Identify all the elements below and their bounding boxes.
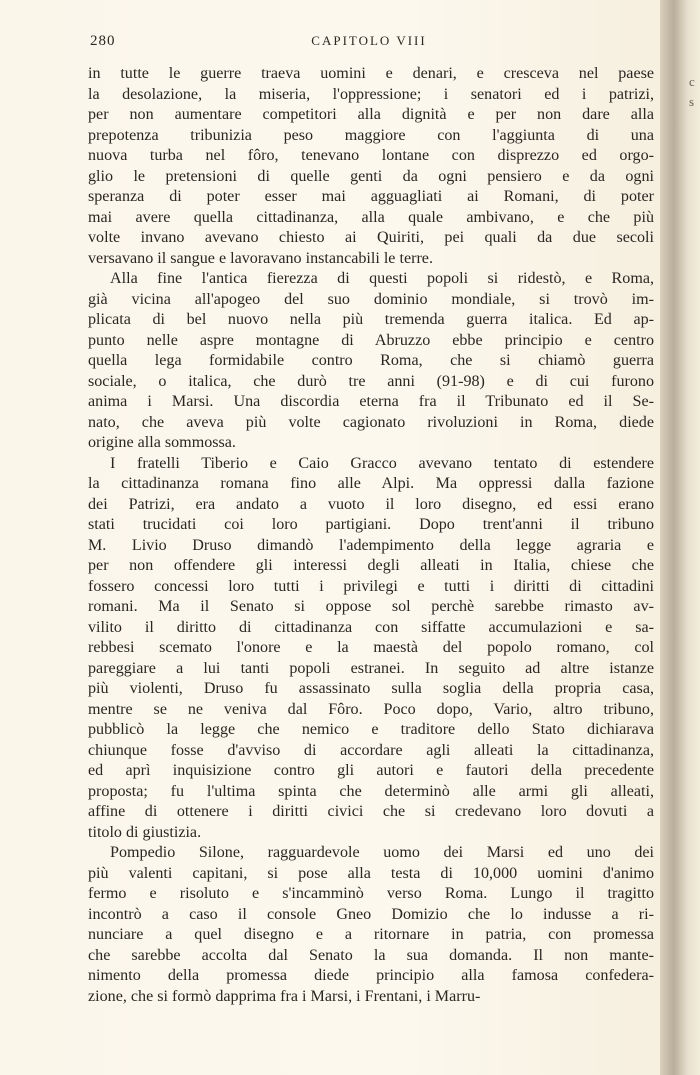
text-line: versavano il sangue e lavoravano instancabili le terre.: [88, 249, 433, 267]
text-line: incontrò a caso il console Gneo Domizio che lo indusse a ri-: [88, 905, 654, 923]
running-header: [90, 33, 648, 55]
text-line: vilito il diritto di cittadinanza con siffatte accumulazioni e sa-: [88, 618, 654, 636]
text-line: titolo di giustizia.: [88, 823, 202, 841]
text-line: romani. Ma il Senato si oppose sol perchè sarebbe rimasto av-: [88, 598, 654, 615]
facing-page-fragment: s: [689, 94, 695, 109]
paragraph: [88, 64, 654, 269]
text-line: fossero concessi loro tutti i privilegi e tutti i diritti di cittadini: [88, 577, 654, 595]
body-text: [88, 64, 654, 1007]
text-line: I fratelli Tiberio e Caio Gracco avevano tentato di estendere: [110, 454, 654, 472]
text-line: mai avere quella cittadinanza, alla quale ambivano, e che più: [88, 208, 654, 226]
text-line: M. Livio Druso dimandò l'adempimento della legge agraria e: [88, 536, 654, 554]
text-line: zione, che si formò dapprima fra i Marsi, i Frentani, i Marru-: [88, 987, 481, 1005]
text-line: per non aumentare competitori alla dignità e per non dare alla: [88, 106, 654, 123]
text-line: anima i Marsi. Una discordia eterna fra il Tribunato ed il Se-: [88, 393, 654, 410]
text-line: nimento della promessa diede principio alla famosa confedera-: [88, 967, 654, 984]
text-line: origine alla sommossa.: [88, 434, 236, 451]
text-line: più valenti capitani, si pose alla testa di 10,000 uomini d'animo: [88, 864, 654, 882]
text-line: fermo e risoluto e s'incamminò verso Roma. Lungo il tragitto: [88, 885, 654, 902]
paragraph: [88, 269, 654, 454]
text-line: che sarebbe accolta dal Senato la sua domanda. Il non mante-: [88, 946, 654, 964]
text-line: glio le pretensioni di quelle genti da ogni pensiero e da ogni: [88, 167, 654, 185]
text-line: proposta; fu l'ultima spinta che determinò alle armi gli alleati,: [88, 782, 654, 800]
text-line: rebbesi scemato l'onore e la maestà del popolo romano, col: [88, 639, 654, 656]
text-line: stati trucidati coi loro partigiani. Dopo trent'anni il tribuno: [88, 516, 654, 533]
text-line: la desolazione, la miseria, l'oppressione; i senatori ed i patrizi,: [88, 85, 654, 103]
facing-page-fragment: c: [689, 74, 695, 89]
chapter-title: CAPITOLO VIII: [311, 33, 427, 48]
text-line: per non offendere gli interessi degli alleati in Italia, chiese che: [88, 557, 654, 574]
text-line: Alla fine l'antica fierezza di questi popoli si ridestò, e Roma,: [110, 270, 654, 287]
text-line: già vicina all'apogeo del suo dominio mondiale, si trovò im-: [88, 290, 654, 308]
text-line: dei Patrizi, era andato a vuoto il loro disegno, ed essi erano: [88, 495, 654, 513]
text-line: più violenti, Druso fu assassinato sulla soglia della propria casa,: [88, 680, 654, 697]
text-line: volte invano avevano chiesto ai Quiriti, pei quali da due secoli: [88, 229, 654, 246]
text-line: in tutte le guerre traeva uomini e denari, e cresceva nel paese: [88, 65, 654, 82]
paragraph: [88, 843, 654, 1007]
text-line: pubblicò la legge che nemico e traditore dello Stato dichiarava: [88, 721, 654, 738]
text-line: chiunque fosse d'avviso di accordare agli alleati la cittadinanza,: [88, 741, 654, 759]
text-line: speranza di poter esser mai agguagliati ai Romani, di poter: [88, 188, 654, 205]
paragraph: [88, 454, 654, 844]
text-line: affine di ottenere i diritti civici che si credevano loro dovuti a: [88, 803, 654, 820]
text-line: quella lega formidabile contro Roma, che si chiamò guerra: [88, 352, 654, 369]
text-line: plicata di bel nuovo nella più tremenda guerra italica. Ed ap-: [88, 311, 654, 328]
page-number: 280: [90, 33, 116, 49]
text-line: nato, che aveva più volte cagionato rivoluzioni in Roma, diede: [88, 413, 654, 431]
text-line: nunciare a quel disegno e a ritornare in patria, con promessa: [88, 926, 654, 943]
text-line: pareggiare a lui tanti popoli estranei. In seguito ad altre istanze: [88, 659, 654, 677]
text-line: sociale, o italica, che durò tre anni (91-98) e di cui furono: [88, 372, 654, 390]
text-line: punto nelle aspre montagne di Abruzzo ebbe principio e centro: [88, 331, 654, 349]
text-line: Pompedio Silone, ragguardevole uomo dei Marsi ed uno dei: [110, 844, 654, 861]
text-line: prepotenza tribunizia peso maggiore con l'aggiunta di una: [88, 126, 654, 144]
text-line: ed aprì inquisizione contro gli autori e fautori della precedente: [88, 762, 654, 779]
text-line: la cittadinanza romana fino alle Alpi. Ma oppressi dalla fazione: [88, 475, 654, 492]
book-gutter: [660, 0, 700, 1075]
text-line: nuova turba nel fôro, tenevano lontane con disprezzo ed orgo-: [88, 147, 654, 164]
text-line: mentre se ne veniva dal Fôro. Poco dopo, Vario, altro tribuno,: [88, 700, 654, 718]
